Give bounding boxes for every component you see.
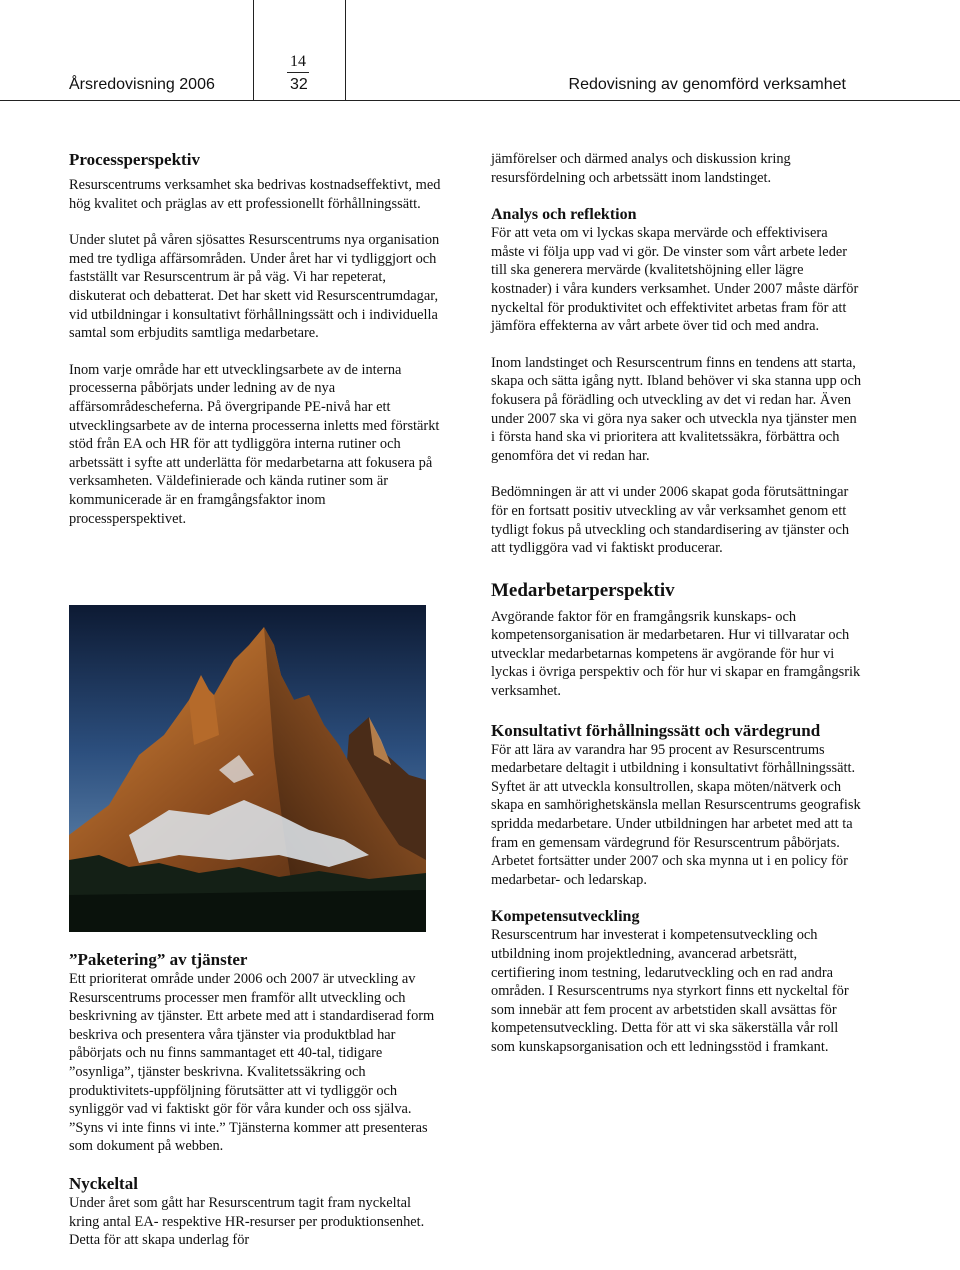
section-title-paketering: ”Paketering” av tjänster <box>69 950 248 969</box>
left-column-lower <box>69 950 441 1250</box>
running-header-right: Redovisning av genomförd verksamhet <box>568 76 846 93</box>
section-title-medarbetarperspektiv: Medarbetarperspektiv <box>491 579 675 601</box>
paragraph: För att veta om vi lyckas skapa mervärde och effektivisera måste vi följa upp vad vi gör. De vinster som vårt arbete leder till ska generera mervärde (kvalitetshöjning eller lägre kostnader) i våra kunders verksamhet. Under 2007 måste därför nyckeltal för produktivitet och effektivitet arbetas fram för att jämföra effekterna av vårt arbete över tid och med andra. <box>491 225 859 335</box>
paragraph: Under året som gått har Resurscentrum tagit fram nyckeltal kring antal EA- respektive HR-resurser per produktionsenhet. Detta för att skapa underlag för <box>69 1194 425 1249</box>
header-divider-left <box>253 0 254 100</box>
section-title-kompetensutveckling: Kompetensutveckling <box>491 908 640 926</box>
paragraph: Bedömningen är att vi under 2006 skapat goda förutsättningar för en fortsatt positiv utveckling av vår verksamhet genom ett tydligt fokus på utveckling och standardisering av tjänster och att tydliggöra vad vi faktiskt producerar. <box>491 484 850 557</box>
section-title-nyckeltal: Nyckeltal <box>69 1173 138 1193</box>
section-title-analys: Analys och reflektion <box>491 206 637 224</box>
left-column <box>69 150 441 528</box>
page-number-bottom: 32 <box>290 76 308 93</box>
header-rule <box>0 100 960 101</box>
right-column <box>491 150 863 1057</box>
paragraph: Resurscentrums verksamhet ska bedrivas kostnadseffektivt, med hög kvalitet och präglas av ett professionellt förhållningssätt. <box>69 177 441 212</box>
section-title-processperspektiv: Processperspektiv <box>69 150 200 169</box>
section-title-konsultativt: Konsultativt förhållningssätt och värdegrund <box>491 720 821 740</box>
paragraph: För att lära av varandra har 95 procent av Resurscentrums medarbetare deltagit i utbildning i konsultativt förhållningssätt. Syftet är att utveckla konsultrollen, skapa möten/nätverk och skapa en samhörighetskänsla mellan Resurscentrums geografisk spridda medarbetare. Under utbildningen har arbetet med att ta fram en gemensam värdegrund för Resurscentrum påbörjats. Arbetet fortsätter under 2007 och ska mynna ut i en policy för medarbetar- och ledarskap. <box>491 741 861 888</box>
paragraph: Inom varje område har ett utvecklingsarbete av de interna processerna påbörjats under ledning av de nya affärsområdescheferna. På övergripande PE-nivå har ett utvecklingsarbete av de interna processerna inletts med förstärkt stöd från EA och HR för att tydliggöra interna rutiner och arbetssätt i syfte att underlätta för medarbetarna att fokusera på verksamheten. Väldefinierade och kända rutiner som är kommunicerade är en framgångsfaktor inom processperspektivet. <box>69 361 440 527</box>
page-number-rule <box>287 72 309 73</box>
paragraph: Avgörande faktor för en framgångsrik kunskaps- och kompetensorganisation är medarbetaren. Hur vi tillvaratar och utvecklar medarbetarnas kompetens är avgörande för hur vi lyckas i övriga perspektiv och för hur vi skapar en framgångsrik verksamhet. <box>491 608 861 700</box>
paragraph: Ett prioriterat område under 2006 och 2007 är utveckling av Resurscentrums processer men framför allt utveckling och beskrivning av tjänster. Ett arbete med att i standardiserad form beskriva och presentera våra tjänster via produktblad har påbörjats och nu finns sammantaget ett 40-tal, tidigare ”osynliga”, tjänster beskrivna. Kvalitetssäkring och produktivitets-uppföljning förutsätter att vi tydliggör och synliggör vad vi faktiskt gör för våra kunder och oss själva. ”Syns vi inte finns vi inte.” Tjänsterna kommer att presenteras som dokument på webben. <box>69 971 435 1155</box>
running-header-left: Årsredovisning 2006 <box>69 76 215 93</box>
mountain-photo <box>69 605 426 932</box>
paragraph: Under slutet på våren sjösattes Resurscentrums nya organisation med tre tydliga affärsområden. Under året har vi tydliggjort och fastställt var Resurscentrum är på väg. Vi har repeterat, diskuterat och debatterat. Det har skett vid Resurscentrumdagar, vid utbildningar i konsultativt förhållningssätt och i individuella samtal som erbjudits samtliga medarbetare. <box>69 232 440 342</box>
paragraph: Inom landstinget och Resurscentrum finns en tendens att starta, skapa och sätta igång nytt. Ibland behöver vi ska stanna upp och fokusera på förädling och utveckling av det vi redan har. Även under 2007 ska vi göra nya saker och utveckla nya tjänster men i första hand ska vi prioritera att kvalitetssäkra, förbättra och genomföra det vi redan har. <box>491 354 862 464</box>
header-divider-right <box>345 0 346 100</box>
paragraph: Resurscentrum har investerat i kompetensutveckling och utbildning inom projektledning, avancerad arbetsrätt, certifiering inom testning, ledarutveckling och en rad andra områden. I Resurscentrums nya styrkort finns ett nyckeltal för som innebär att fem procent av arbetstiden skall avsättas för kompetensutveckling. Detta för att vi ska säkerställa vår roll som kunskapsorganisation och ett ledningsstöd i framkant. <box>491 927 849 1055</box>
paragraph: jämförelser och därmed analys och diskussion kring resursfördelning och arbetssätt inom landstinget. <box>491 151 791 186</box>
page-number-top: 14 <box>290 53 306 70</box>
